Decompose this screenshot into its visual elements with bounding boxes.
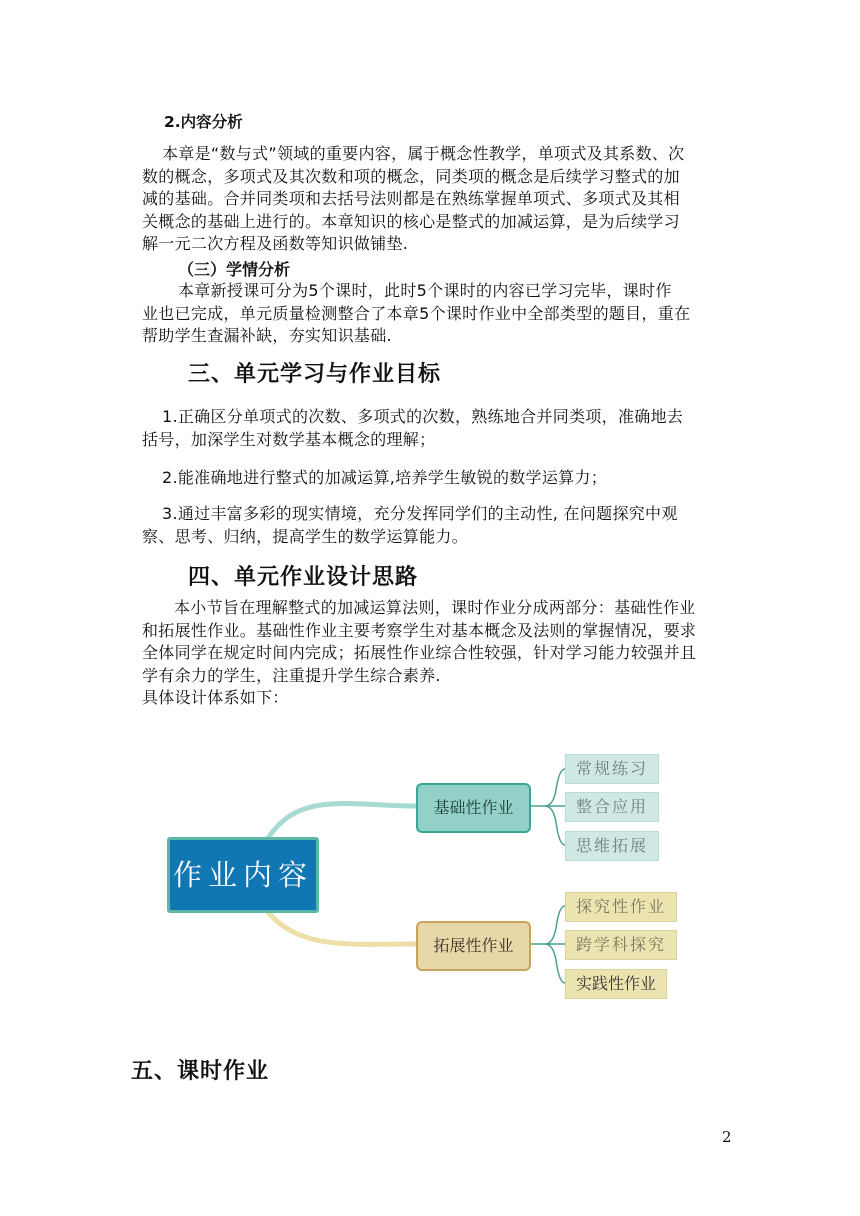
goal-2: 2.能准确地进行整式的加减运算,培养学生敏锐的数学运算力； [162, 468, 608, 487]
section-heading-goals: 三、单元学习与作业目标 [188, 362, 442, 387]
connector-basic-leaf-3 [545, 806, 565, 845]
connector-basic-leaf-1 [545, 769, 565, 806]
mindmap-leaf-practical-homework: 实践性作业 [565, 969, 667, 999]
connector-extended-leaf-3 [545, 944, 565, 983]
section-heading-content-analysis: 2.内容分析 [164, 113, 243, 131]
goal-3-line-2: 察、思考、归纳，提高学生的数学运算能力。 [142, 526, 469, 546]
content-analysis-line-4: 关概念的基础上进行的。本章知识的核心是整式的加减运算，是为后续学习 [142, 211, 680, 231]
mindmap-leaf-interdisciplinary-inquiry: 跨学科探究 [565, 930, 677, 960]
content-analysis-line-1: 本章是“数与式”领域的重要内容，属于概念性教学，单项式及其系数、次 [162, 144, 685, 163]
student-analysis-line-2: 业也已完成，单元质量检测整合了本章5个课时作业中全部类型的题目，重在 [142, 303, 691, 323]
mindmap-branch-basic: 基础性作业 [416, 783, 531, 833]
design-line-1: 本小节旨在理解整式的加减运算法则，课时作业分成两部分：基础性作业 [174, 598, 696, 617]
design-line-4: 学有余力的学生，注重提升学生综合素养. [142, 665, 441, 685]
mindmap-leaf-thinking-extension: 思维拓展 [565, 831, 659, 861]
goal-1-line-1: 1.正确区分单项式的次数、多项式的次数，熟练地合并同类项，准确地去 [162, 407, 684, 426]
design-line-2: 和拓展性作业。基础性作业主要考察学生对基本概念及法则的掌握情况，要求 [142, 620, 697, 640]
section-heading-design: 四、单元作业设计思路 [188, 565, 419, 590]
mindmap-leaf-integrated-application: 整合应用 [565, 792, 659, 822]
mindmap-leaf-inquiry-homework: 探究性作业 [565, 892, 677, 922]
mindmap-root: 作业内容 [167, 837, 319, 913]
design-line-5: 具体设计体系如下： [142, 688, 289, 707]
goal-3-line-1: 3.通过丰富多彩的现实情境，充分发挥同学们的主动性, 在问题探究中观 [162, 504, 678, 523]
student-analysis-line-1: 本章新授课可分为5个课时，此时5个课时的内容已学习完毕，课时作 [178, 281, 672, 300]
connector-extended-leaf-1 [545, 906, 565, 944]
content-analysis-line-5: 解一元二次方程及函数等知识做铺垫. [142, 234, 409, 253]
connector-root-basic [268, 803, 416, 838]
connector-root-extended [268, 912, 416, 944]
mindmap-branch-extended: 拓展性作业 [416, 921, 531, 971]
design-line-3: 全体同学在规定时间内完成；拓展性作业综合性较强，针对学习能力较强并且 [142, 643, 697, 662]
mindmap-leaf-routine-practice: 常规练习 [565, 754, 659, 784]
section-heading-lesson-homework: 五、课时作业 [131, 1059, 270, 1084]
content-analysis-line-3: 减的基础。合并同类项和去括号法则都是在熟练掌握单项式、多项式及其相 [142, 189, 680, 208]
section-heading-student-analysis: （三）学情分析 [178, 260, 291, 279]
goal-1-line-2: 括号，加深学生对数学基本概念的理解； [142, 429, 436, 449]
content-analysis-line-2: 数的概念，多项式及其次数和项的概念，同类项的概念是后续学习整式的加 [142, 166, 680, 186]
page-number: 2 [722, 1128, 732, 1146]
student-analysis-line-3: 帮助学生查漏补缺，夯实知识基础. [142, 326, 392, 345]
